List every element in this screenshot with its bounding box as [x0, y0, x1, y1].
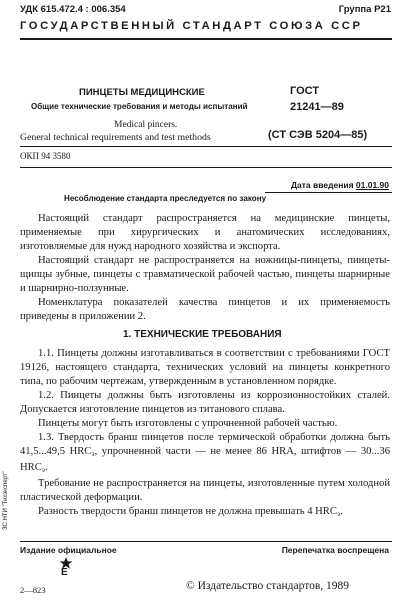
star-letter: E	[61, 567, 68, 578]
clause-1-2: 1.2. Пинцеты должны быть изготовлены из коррозионностойких сталей. Допускается изготовление пинцетов из титанового сплава.	[20, 390, 390, 415]
section-title: 1. ТЕХНИЧЕСКИЕ ТРЕБОВАНИЯ	[123, 329, 282, 340]
st-sev-number: (СТ СЭВ 5204—85)	[268, 129, 368, 141]
clause-1-1: 1.1. Пинцеты должны изготавливаться в соответствии с требованиями ГОСТ 19126, настоящего стандарта, технических условий на пинцеты конкретного типа, по рабочим чертежам, утвержденным в установленном порядке.	[20, 348, 390, 387]
paragraph-scope: Настоящий стандарт распространяется на медицинские пинцеты, применяемые при хирургических и анатомических исследованиях, изготовляемые для нужд народного хозяйства и экспорта.	[20, 213, 390, 252]
gost-number: 21241—89	[290, 101, 344, 113]
okp-code: ОКП 94 3580	[20, 151, 71, 161]
reprint-prohibited: Перепечатка воспрещена	[281, 545, 389, 555]
group-code: Группа Р21	[338, 4, 391, 15]
separator-rule-2	[20, 167, 392, 168]
subscript-e: э	[91, 449, 95, 458]
clause-1-2-note: Пинцеты могут быть изготовлены с упрочненной рабочей частью.	[38, 418, 338, 429]
document-title: ГОСУДАРСТВЕННЫЙ СТАНДАРТ СОЮЗА ССР	[20, 20, 363, 32]
print-code: 2—823	[20, 585, 46, 595]
compliance-notice: Несоблюдение стандарта преследуется по закону	[64, 194, 267, 203]
clause-1-3-difference-text: Разность твердости бранш пинцетов не должна превышать 4 HRC	[38, 506, 337, 517]
standard-subtitle-en: General technical requirements and test methods	[20, 132, 211, 143]
clause-1-3-part-b: , упрочненной части — не менее 86 HRA, штифтов — 30...36 HRC	[20, 446, 390, 473]
section-1-paragraphs	[20, 347, 390, 521]
standard-subtitle-ru: Общие технические требования и методы испытаний	[31, 102, 248, 111]
udk-code: УДК 615.472.4 : 006.354	[20, 4, 126, 15]
subscript-e: э	[41, 465, 45, 474]
effective-date-value: 01.01.90	[355, 180, 389, 190]
header-rule-thick	[20, 38, 392, 40]
paragraph-exclusions: Настоящий стандарт не распространяется на ножницы-пинцеты, пинцеты-щипцы зубные, пинцеты с травматической рабочей частью, пинцеты шарнирные и шарнирно-ползунные.	[20, 255, 390, 294]
footer-rule	[20, 541, 392, 542]
copyright: © Издательство стандартов, 1989	[186, 580, 350, 592]
subscript-e: э	[336, 509, 341, 518]
gost-label: ГОСТ	[290, 85, 320, 97]
standard-name-en: Medical pincers.	[114, 120, 178, 130]
effective-date	[291, 180, 389, 190]
side-note: ЗС НТИ "Техэксперт"	[3, 471, 9, 530]
clause-1-3-part-c: .	[44, 462, 48, 473]
paragraph-nomenclature: Номенклатура показателей качества пинцетов и их применяемость приведены в приложении 2.	[20, 297, 390, 322]
date-rule	[265, 192, 392, 193]
clause-1-3	[20, 431, 390, 477]
intro-paragraphs	[20, 212, 390, 324]
standard-name-ru: ПИНЦЕТЫ МЕДИЦИНСКИЕ	[79, 87, 205, 98]
effective-date-label: Дата введения	[290, 180, 354, 190]
star-mark	[59, 556, 73, 580]
official-edition: Издание официальное	[20, 545, 117, 555]
clause-1-3-part-a: 1.3. Твердость бранш пинцетов после термической обработки должна быть 41,5...49,5 HRC	[20, 432, 390, 457]
clause-1-3-difference	[20, 505, 390, 521]
clause-1-3-requirement: Требование не распространяется на пинцеты, изготовленные путем холодной пластической деформации.	[20, 478, 390, 503]
separator-rule-1	[20, 146, 392, 147]
clause-1-3-difference-end: .	[340, 506, 343, 517]
